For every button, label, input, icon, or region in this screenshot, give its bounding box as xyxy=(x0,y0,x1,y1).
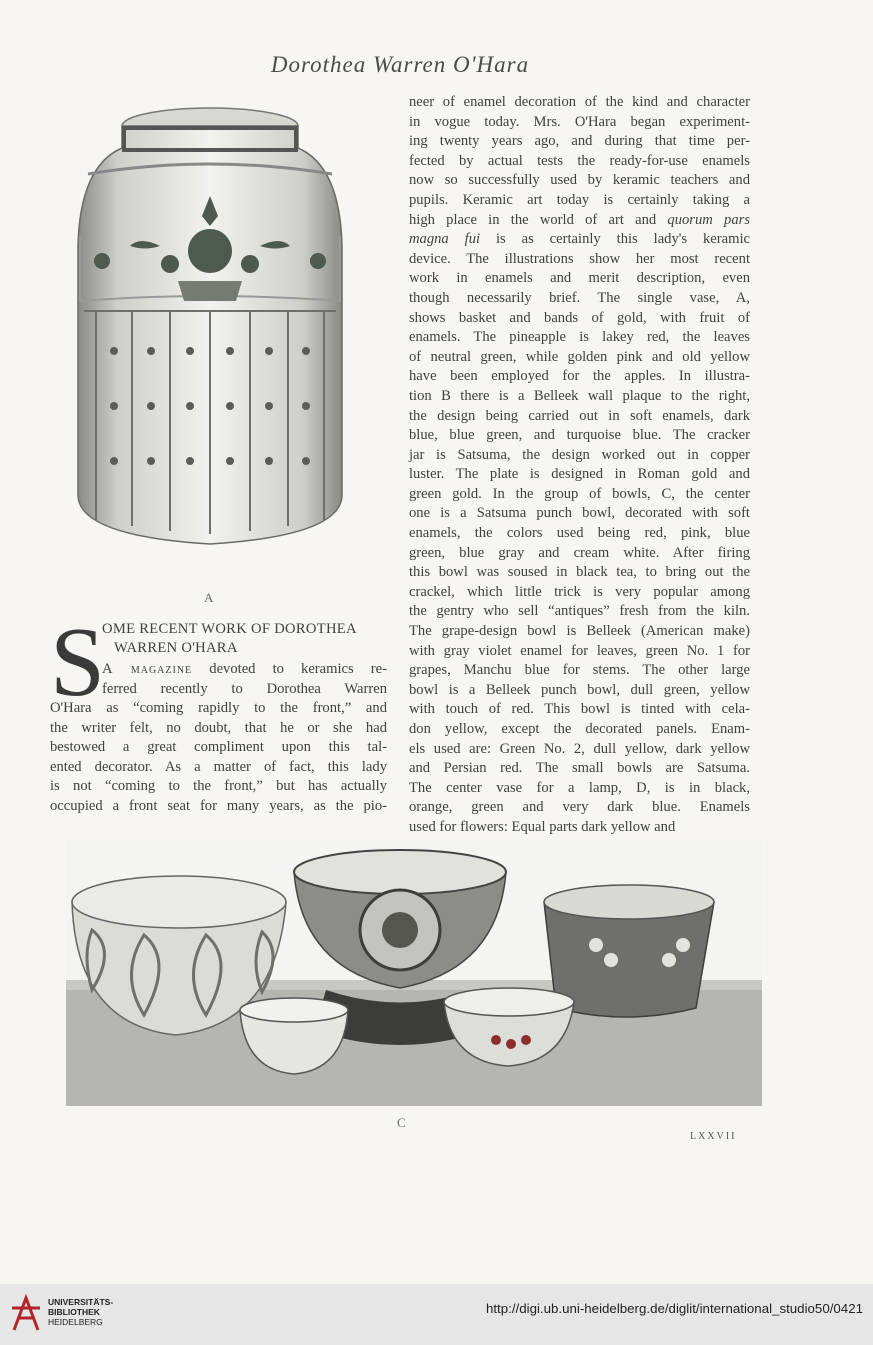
page-folio: LXXVII xyxy=(690,1131,737,1142)
right-col-line-12: shows basket and bands of gold, with fruit of xyxy=(409,309,750,326)
left-col-line-5: bestowed a great compliment upon this tal- xyxy=(50,739,387,756)
drop-cap: S xyxy=(50,608,106,717)
source-url-link[interactable]: http://digi.ub.uni-heidelberg.de/diglit/international_studio50/0421 xyxy=(485,1301,863,1316)
right-col-line-14: of neutral green, while golden pink and old yellow xyxy=(409,348,750,365)
right-col-line-4: fected by actual tests the ready-for-use enamels xyxy=(409,152,750,169)
left-col-line-7: is not “coming to the front,” but has actually xyxy=(50,778,387,795)
left-col-line-2: ferred recently to Dorothea Warren xyxy=(102,680,387,697)
right-col-line-1: neer of enamel decoration of the kind and character xyxy=(409,94,750,110)
library-name-line-2: BIBLIOTHEK xyxy=(48,1307,100,1317)
right-col-line-2: in vogue today. Mrs. O'Hara began experiment- xyxy=(409,113,750,130)
italic-phrase: quorum pars xyxy=(667,211,750,228)
left-column-intro xyxy=(102,660,387,699)
right-col-line-31: bowl is a Belleek punch bowl, dull green, yellow xyxy=(409,681,750,698)
library-name-line-3: HEIDELBERG xyxy=(48,1317,103,1327)
article-title-line-1: OME RECENT WORK OF DOROTHEA xyxy=(102,621,357,637)
right-col-line-30: grapes, Manchu blue for stems. The other large xyxy=(409,662,750,679)
right-col-line-29: with gray violet enamel for leaves, green No. 1 for xyxy=(409,642,750,659)
right-col-line-22: one is a Satsuma punch bowl, decorated with soft xyxy=(409,505,750,522)
right-col-line-16: tion B there is a Belleek wall plaque to the right, xyxy=(409,387,750,404)
right-col-line-37: orange, green and very dark blue. Enamels xyxy=(409,799,750,816)
right-col-line-11: though necessarily brief. The single vase, A, xyxy=(409,289,750,306)
right-col-line-27: the gentry who sell “antiques” fresh from the kiln. xyxy=(409,603,750,620)
italic-phrase: magna fui xyxy=(409,231,481,248)
right-col-line-24: green, blue gray and cream white. After firing xyxy=(409,544,750,561)
right-col-line-19: jar is Satsuma, the design worked out in copper xyxy=(409,446,750,463)
figure-c-caption: C xyxy=(397,1115,407,1130)
article-title-line-2: WARREN O'HARA xyxy=(114,640,238,656)
library-name xyxy=(48,1297,113,1327)
left-col-line-3: O'Hara as “coming rapidly to the front,” and xyxy=(50,700,387,716)
figure-a-caption: A xyxy=(204,590,215,605)
left-column-body xyxy=(50,699,387,817)
left-col-line-6: ented decorator. As a matter of fact, this lady xyxy=(50,758,387,775)
right-col-line-32: with touch of red. This bowl is tinted with cela- xyxy=(409,701,750,718)
right-col-line-8: magna fui is as certainly this lady's keramic xyxy=(409,231,750,248)
library-name-line-1: UNIVERSITÄTS- xyxy=(48,1297,114,1307)
bowls-photo-c xyxy=(66,840,762,1106)
article-title xyxy=(102,620,392,658)
left-col-line-1: A magazine devoted to keramics re- xyxy=(102,661,387,677)
right-col-line-21: green gold. In the group of bowls, C, the center xyxy=(409,485,750,502)
left-col-line-8: occupied a front seat for many years, as the pio- xyxy=(50,797,387,814)
right-col-line-3: ing twenty years ago, and during that time per- xyxy=(409,133,750,150)
right-column-body xyxy=(409,93,750,838)
right-col-line-7: high place in the world of art and quorum pars xyxy=(409,211,750,228)
right-col-line-9: device. The illustrations show her most recent xyxy=(409,250,750,267)
right-col-line-38: used for flowers: Equal parts dark yellow and xyxy=(409,818,676,835)
right-col-line-35: and Persian red. The small bowls are Satsuma. xyxy=(409,760,750,777)
right-col-line-28: The grape-design bowl is Belleek (American make) xyxy=(409,623,750,640)
university-library-logo-icon[interactable] xyxy=(10,1290,42,1336)
running-head: Dorothea Warren O'Hara xyxy=(270,52,530,77)
right-col-line-15: have been employed for the apples. In illustra- xyxy=(409,368,750,385)
right-col-line-20: luster. The plate is designed in Roman gold and xyxy=(409,466,750,483)
vase-photo-a xyxy=(60,96,360,556)
right-col-line-10: work in enamels and merit description, even xyxy=(409,270,750,287)
right-col-line-5: now so successfully used by keramic teachers and xyxy=(409,172,750,189)
left-col-line-4: the writer felt, no doubt, that he or she had xyxy=(50,719,387,736)
right-col-line-25: this bowl was soused in black tea, to bring out the xyxy=(409,564,750,581)
right-col-line-17: the design being carried out in soft enamels, dark xyxy=(409,407,750,424)
right-col-line-23: enamels, the colors used being red, pink, blue xyxy=(409,525,750,542)
right-col-line-6: pupils. Keramic art today is certainly taking a xyxy=(409,191,750,208)
right-col-line-13: enamels. The pineapple is lakey red, the leaves xyxy=(409,329,750,346)
right-col-line-33: don yellow, except the decorated panels. Enam- xyxy=(409,721,750,737)
right-col-line-34: els used are: Green No. 2, dull yellow, dark yellow xyxy=(409,740,750,757)
smallcaps-lead: A magazine xyxy=(102,661,193,677)
right-col-line-26: crackel, which little trick is very popular among xyxy=(409,583,750,600)
right-col-line-18: blue, blue green, and turquoise blue. The cracker xyxy=(409,427,750,444)
right-col-line-36: The center vase for a lamp, D, is in black, xyxy=(409,779,750,796)
